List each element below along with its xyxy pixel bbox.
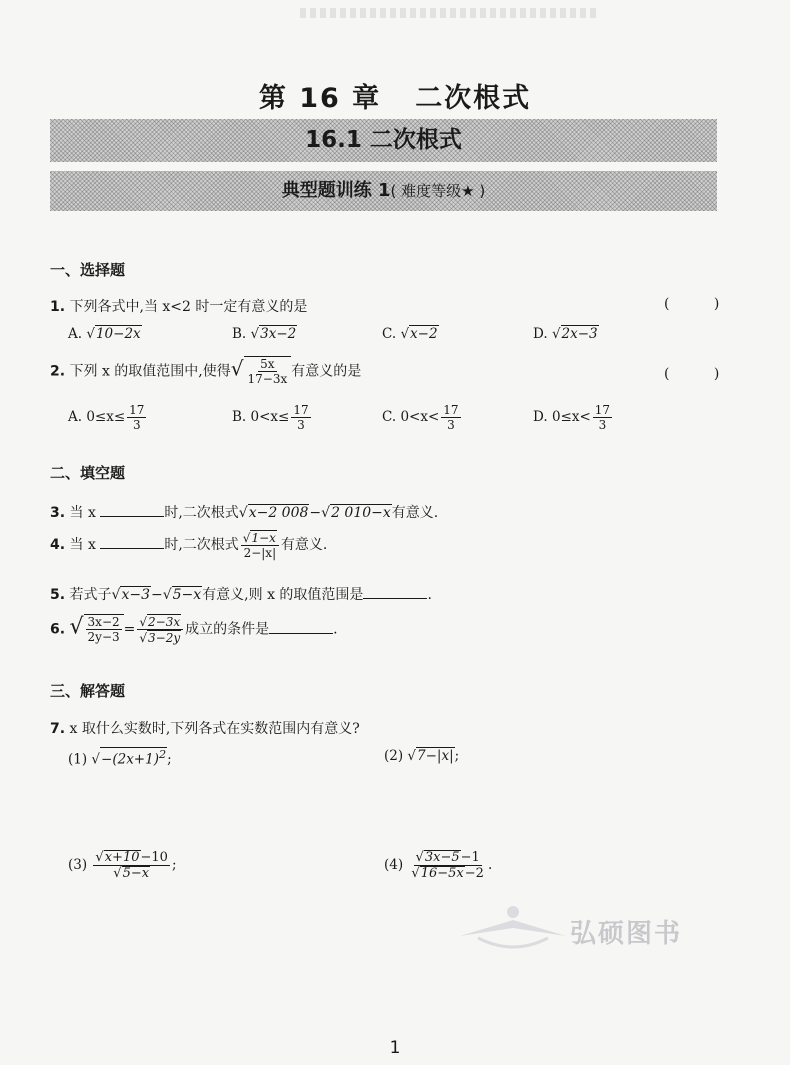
question-text-end: 有意义的是 <box>291 363 362 380</box>
denominator-term: −2 <box>464 866 484 881</box>
question-text: 成立的条件是 <box>185 621 270 638</box>
option-label: C. <box>382 326 397 342</box>
option-label: D. <box>533 409 548 425</box>
punctuation: . <box>333 621 338 638</box>
question-number: 6. <box>50 621 66 638</box>
fraction-denominator: 3−2y <box>148 631 181 645</box>
option-text: 0≤x≤ <box>86 409 126 425</box>
option-text: 0≤x< <box>551 409 591 425</box>
subquestion-4: (4) $\frac{√3x-5-1}{√16-5x-2}$ . <box>384 850 493 881</box>
option-a <box>68 403 148 432</box>
question-1 <box>50 296 307 316</box>
option-a: A. √10−2x <box>68 326 141 342</box>
option-c <box>382 403 463 432</box>
section-title: 16.1 二次根式 <box>305 127 462 153</box>
difficulty-label: ( 难度等级★ ) <box>390 182 486 200</box>
option-label: A. <box>68 409 83 425</box>
radicand: 16−5x <box>420 866 464 881</box>
question-text: 时,二次根式 <box>164 537 239 553</box>
numerator-term: −1 <box>460 850 480 865</box>
question-text: 当 x <box>69 537 96 553</box>
radicand-expr: −(2x+1) <box>101 751 159 768</box>
question-number: 3. <box>50 505 66 521</box>
fraction-numerator: 3x−2 <box>87 615 120 629</box>
publisher-watermark-text: 弘硕图书 <box>570 919 683 949</box>
exponent: 2 <box>158 748 167 761</box>
publisher-logo-watermark <box>458 898 568 958</box>
fraction-denominator: 2y−3 <box>87 630 120 644</box>
radicand: 5−x <box>172 587 202 603</box>
section-heading-choice: 一、选择题 <box>50 261 126 279</box>
subquestion-label: (1) <box>68 751 88 768</box>
fraction-numerator: 17 <box>293 403 309 417</box>
question-text-end: 有意义. <box>391 505 439 521</box>
radicand: x−2 <box>410 326 438 342</box>
question-2: 2. 下列 x 的取值范围中,使得√ $\frac{5x}{17-3x}$ 有意义的是 <box>50 356 362 386</box>
option-b: B. √3x−2 <box>232 326 297 342</box>
answer-bracket: ( ) <box>664 296 740 312</box>
subquestion-label: (3) <box>68 857 88 873</box>
option-text: 0<x≤ <box>250 409 290 425</box>
punctuation: ; <box>454 748 460 764</box>
punctuation: . <box>487 857 493 873</box>
radicand: x+10 <box>104 850 140 865</box>
fraction-denominator: 3 <box>132 418 141 432</box>
question-3: 3. 当 x 时,二次根式√x−2 008−√2 010−x有意义. <box>50 505 439 521</box>
operator: − <box>150 587 163 603</box>
bleed-through-text <box>300 8 600 18</box>
question-number: 4. <box>50 537 66 553</box>
option-d <box>533 403 614 432</box>
section-heading-fill: 二、填空题 <box>50 464 126 482</box>
question-text: 若式子 <box>69 587 112 603</box>
page-number: 1 <box>389 1038 401 1058</box>
question-text: 时,二次根式 <box>164 505 239 521</box>
question-5: 5. 若式子√x−3−√5−x有意义,则 x 的取值范围是 . <box>50 587 432 603</box>
option-c: C. √x−2 <box>382 326 438 342</box>
fraction-numerator: 17 <box>129 403 145 417</box>
subquestion-3: (3) $\frac{√x+10-10}{√5-x}$ ; <box>68 850 177 881</box>
training-title: 典型题训练 1 <box>281 180 391 201</box>
operator: − <box>309 505 322 521</box>
operator: = <box>123 621 136 638</box>
question-number: 1. <box>50 299 66 315</box>
radicand: 3x−2 <box>260 326 297 342</box>
question-text: x 取什么实数时,下列各式在实数范围内有意义? <box>69 721 360 737</box>
subquestion-label: (4) <box>384 857 404 873</box>
question-text-end: 有意义. <box>280 537 328 553</box>
chapter-title <box>0 76 790 115</box>
answer-blank[interactable] <box>100 516 164 517</box>
radicand: 3x−5 <box>424 850 460 865</box>
radicand: 2x−3 <box>561 326 598 342</box>
fraction-numerator: 5x <box>260 357 275 371</box>
fraction-denominator: 3 <box>598 418 607 432</box>
question-number: 2. <box>50 363 66 380</box>
question-text: 下列各式中,当 x<2 时一定有意义的是 <box>69 299 308 315</box>
radicand: 5−x <box>122 866 150 881</box>
fraction-numerator: 1−x <box>251 531 276 545</box>
radicand: x−3 <box>121 587 150 603</box>
chapter-name: 二次根式 <box>415 83 532 114</box>
fraction-denominator: 3 <box>297 418 305 432</box>
fraction-numerator: 17 <box>594 403 611 417</box>
answer-bracket: ( ) <box>664 366 740 382</box>
question-text: 下列 x 的取值范围中,使得 <box>69 363 231 380</box>
question-number: 7. <box>50 721 66 737</box>
radicand: 10−2x <box>95 326 141 342</box>
fraction-numerator: 17 <box>443 403 459 417</box>
subquestion-1: (1) $√-(2x+1)^2$; <box>68 748 172 768</box>
question-text: 有意义,则 x 的取值范围是 <box>202 587 364 603</box>
fraction-numerator: 2−3x <box>148 615 181 629</box>
fraction-denominator: 3 <box>447 418 455 432</box>
punctuation: . <box>427 587 432 603</box>
radicand <box>100 747 167 768</box>
radicand: 2 010−x <box>331 505 391 521</box>
section-heading-answer: 三、解答题 <box>50 682 126 700</box>
question-4: 4. 当 x 时,二次根式 $\frac{√1-x}{2-|x|}$ 有意义. <box>50 531 328 560</box>
subquestion-label: (2) <box>384 748 404 764</box>
training-title-band <box>50 171 717 211</box>
option-label: A. <box>68 326 83 342</box>
answer-blank[interactable] <box>100 548 164 549</box>
numerator-term: −10 <box>140 850 168 865</box>
option-label: B. <box>232 409 247 425</box>
punctuation: ; <box>167 751 172 768</box>
option-label: D. <box>533 326 548 342</box>
section-title-band <box>50 119 717 162</box>
question-number: 5. <box>50 587 66 603</box>
fraction-denominator: 17−3x <box>247 372 288 386</box>
question-6: 6. √ $\frac{3x-2}{2y-3}$ = $\frac{√2-3x}{√3-2y}$ 成立的条件是 . <box>50 614 338 645</box>
answer-blank[interactable] <box>269 633 333 634</box>
punctuation: ; <box>171 857 177 873</box>
question-text: 当 x <box>69 505 96 521</box>
chapter-number: 第 16 章 <box>258 83 382 114</box>
option-label: B. <box>232 326 247 342</box>
option-label: C. <box>382 409 397 425</box>
option-d: D. √2x−3 <box>533 326 598 342</box>
answer-blank[interactable] <box>363 598 427 599</box>
option-b <box>232 403 313 432</box>
subquestion-2: (2) √7−|x|; <box>384 748 460 764</box>
fraction-denominator: 2−|x| <box>243 546 277 560</box>
option-text: 0<x< <box>400 409 440 425</box>
question-7 <box>50 718 360 738</box>
radicand: 7−|x| <box>417 748 454 764</box>
radicand: x−2 008 <box>248 505 309 521</box>
